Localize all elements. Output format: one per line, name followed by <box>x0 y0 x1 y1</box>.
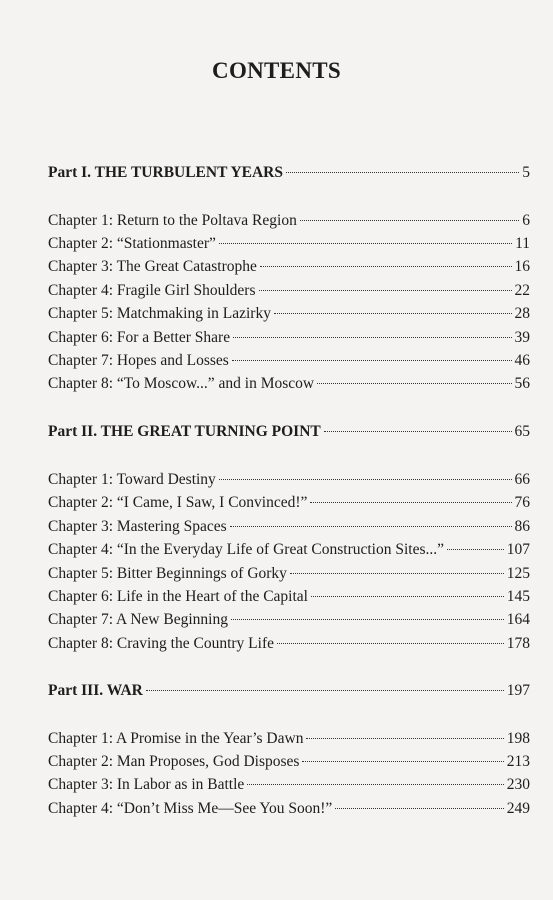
chapter-title: Chapter 6: For a Better Share <box>48 329 231 346</box>
page-number: 197 <box>506 682 530 699</box>
page-number: 46 <box>514 352 530 369</box>
dot-leader <box>311 596 504 597</box>
part-title: Part I. THE TURBULENT YEARS <box>48 164 283 181</box>
toc-entry <box>48 588 530 610</box>
toc-part-2 <box>48 423 530 445</box>
page-number: 107 <box>506 541 530 558</box>
page-number: 28 <box>514 305 530 322</box>
dot-leader <box>286 172 519 173</box>
dot-leader <box>300 220 519 221</box>
page-number: 56 <box>514 375 530 392</box>
part-title: Part II. THE GREAT TURNING POINT <box>48 423 321 440</box>
toc-entry <box>48 305 530 327</box>
dot-leader <box>247 784 503 785</box>
chapter-title: Chapter 2: Man Proposes, God Disposes <box>48 753 300 770</box>
dot-leader <box>230 526 512 527</box>
dot-leader <box>219 479 512 480</box>
dot-leader <box>233 337 511 338</box>
toc-entry <box>48 635 530 657</box>
toc-entry <box>48 212 530 234</box>
chapter-title: Chapter 1: A Promise in the Year’s Dawn <box>48 730 304 747</box>
page-title: CONTENTS <box>212 58 341 83</box>
chapter-title: Chapter 1: Return to the Poltava Region <box>48 212 297 229</box>
page-number: 145 <box>506 588 530 605</box>
page-number: 230 <box>506 776 530 793</box>
toc-entry <box>48 518 530 540</box>
dot-leader <box>306 738 503 739</box>
dot-leader <box>335 808 503 809</box>
page-number: 11 <box>515 235 530 252</box>
page-number: 213 <box>506 753 530 770</box>
dot-leader <box>231 619 504 620</box>
chapter-title: Chapter 2: “Stationmaster” <box>48 235 216 252</box>
page-number: 22 <box>514 282 530 299</box>
toc-part-3 <box>48 682 530 704</box>
chapter-title: Chapter 8: Craving the Country Life <box>48 635 274 652</box>
page-number: 86 <box>514 518 530 535</box>
toc-entry <box>48 753 530 775</box>
toc-entry <box>48 541 530 563</box>
dot-leader <box>277 643 504 644</box>
dot-leader <box>274 313 512 314</box>
chapter-title: Chapter 3: The Great Catastrophe <box>48 258 257 275</box>
toc-part-1 <box>48 164 530 186</box>
dot-leader <box>317 383 511 384</box>
toc-entry <box>48 494 530 516</box>
chapter-title: Chapter 1: Toward Destiny <box>48 471 216 488</box>
page-number: 66 <box>514 471 530 488</box>
toc-entry <box>48 352 530 374</box>
toc-entry <box>48 776 530 798</box>
part-title: Part III. WAR <box>48 682 143 699</box>
dot-leader <box>259 290 512 291</box>
page-number: 164 <box>506 611 530 628</box>
chapter-title: Chapter 4: “In the Everyday Life of Great Construction Sites...” <box>48 541 444 558</box>
toc-entry <box>48 730 530 752</box>
page-number: 39 <box>514 329 530 346</box>
page-number: 249 <box>506 800 530 817</box>
toc-entry <box>48 282 530 304</box>
chapter-title: Chapter 5: Matchmaking in Lazirky <box>48 305 271 322</box>
dot-leader <box>260 266 512 267</box>
toc-entry <box>48 800 530 822</box>
dot-leader <box>302 761 503 762</box>
chapter-title: Chapter 3: In Labor as in Battle <box>48 776 245 793</box>
toc-entry <box>48 471 530 493</box>
page-number: 6 <box>522 212 530 229</box>
dot-leader <box>324 431 512 432</box>
toc-entry <box>48 258 530 280</box>
dot-leader <box>290 573 504 574</box>
dot-leader <box>146 690 504 691</box>
chapter-title: Chapter 4: “Don’t Miss Me—See You Soon!” <box>48 800 333 817</box>
page-number: 76 <box>514 494 530 511</box>
page-number: 65 <box>514 423 530 440</box>
page-number: 125 <box>506 565 530 582</box>
toc-entry <box>48 565 530 587</box>
dot-leader <box>310 502 511 503</box>
chapter-title: Chapter 5: Bitter Beginnings of Gorky <box>48 565 287 582</box>
chapter-title: Chapter 2: “I Came, I Saw, I Convinced!” <box>48 494 308 511</box>
chapter-title: Chapter 6: Life in the Heart of the Capital <box>48 588 308 605</box>
page-number: 5 <box>522 164 530 181</box>
chapter-title: Chapter 7: Hopes and Losses <box>48 352 229 369</box>
toc-entry <box>48 235 530 257</box>
page-number: 178 <box>506 635 530 652</box>
toc-entry <box>48 329 530 351</box>
chapter-title: Chapter 3: Mastering Spaces <box>48 518 227 535</box>
page-number: 16 <box>514 258 530 275</box>
chapter-title: Chapter 8: “To Moscow...” and in Moscow <box>48 375 315 392</box>
chapter-title: Chapter 4: Fragile Girl Shoulders <box>48 282 256 299</box>
toc-entry <box>48 375 530 397</box>
dot-leader <box>232 360 512 361</box>
dot-leader <box>219 243 512 244</box>
page-number: 198 <box>506 730 530 747</box>
toc-entry <box>48 611 530 633</box>
chapter-title: Chapter 7: A New Beginning <box>48 611 228 628</box>
dot-leader <box>447 549 504 550</box>
